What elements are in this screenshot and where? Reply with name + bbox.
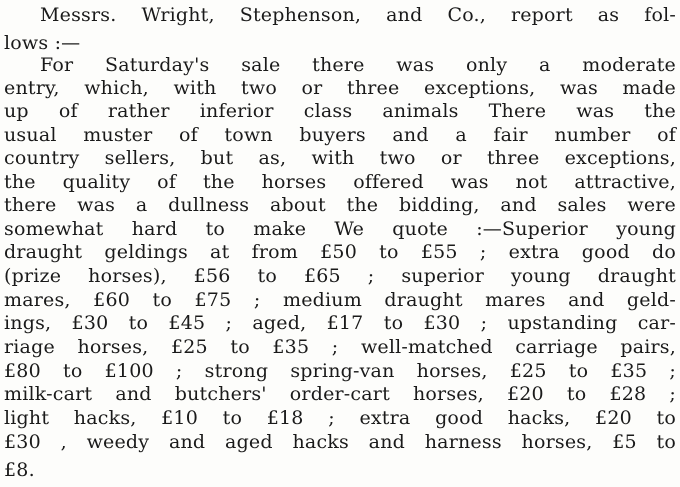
- text-line: £80 to £100 ; strong spring-van horses, £25 to £35 ;: [4, 360, 676, 382]
- text-line: Messrs. Wright, Stephenson, and Co., report as fol-: [40, 4, 676, 26]
- text-line: somewhat hard to make We quote :—Superior young: [4, 218, 676, 240]
- text-line: light hacks, £10 to £18 ; extra good hacks, £20 to: [4, 407, 676, 429]
- text-line: mares, £60 to £75 ; medium draught mares and geld-: [4, 289, 676, 311]
- text-line: country sellers, but as, with two or three exceptions,: [4, 147, 676, 169]
- text-line: the quality of the horses offered was not attractive,: [4, 171, 676, 193]
- text-line: draught geldings at from £50 to £55 ; extra good do: [4, 241, 676, 263]
- text-line: lows :—: [4, 32, 81, 54]
- text-line: For Saturday's sale there was only a moderate: [40, 54, 676, 76]
- text-line: usual muster of town buyers and a fair number of: [4, 124, 676, 146]
- text-line: entry, which, with two or three exceptions, was made: [4, 77, 676, 99]
- text-line: riage horses, £25 to £35 ; well-matched carriage pairs,: [4, 336, 676, 358]
- text-line: £30 , weedy and aged hacks and harness horses, £5 to: [4, 431, 676, 453]
- text-line: up of rather inferior class animals There was the: [4, 100, 676, 122]
- text-line: £8.: [4, 459, 35, 481]
- text-line: ings, £30 to £45 ; aged, £17 to £30 ; upstanding car-: [4, 312, 676, 334]
- text-line: (prize horses), £56 to £65 ; superior young draught: [4, 265, 676, 287]
- text-line: there was a dullness about the bidding, and sales were: [4, 194, 676, 216]
- text-line: milk-cart and butchers' order-cart horses, £20 to £28 ;: [4, 383, 676, 405]
